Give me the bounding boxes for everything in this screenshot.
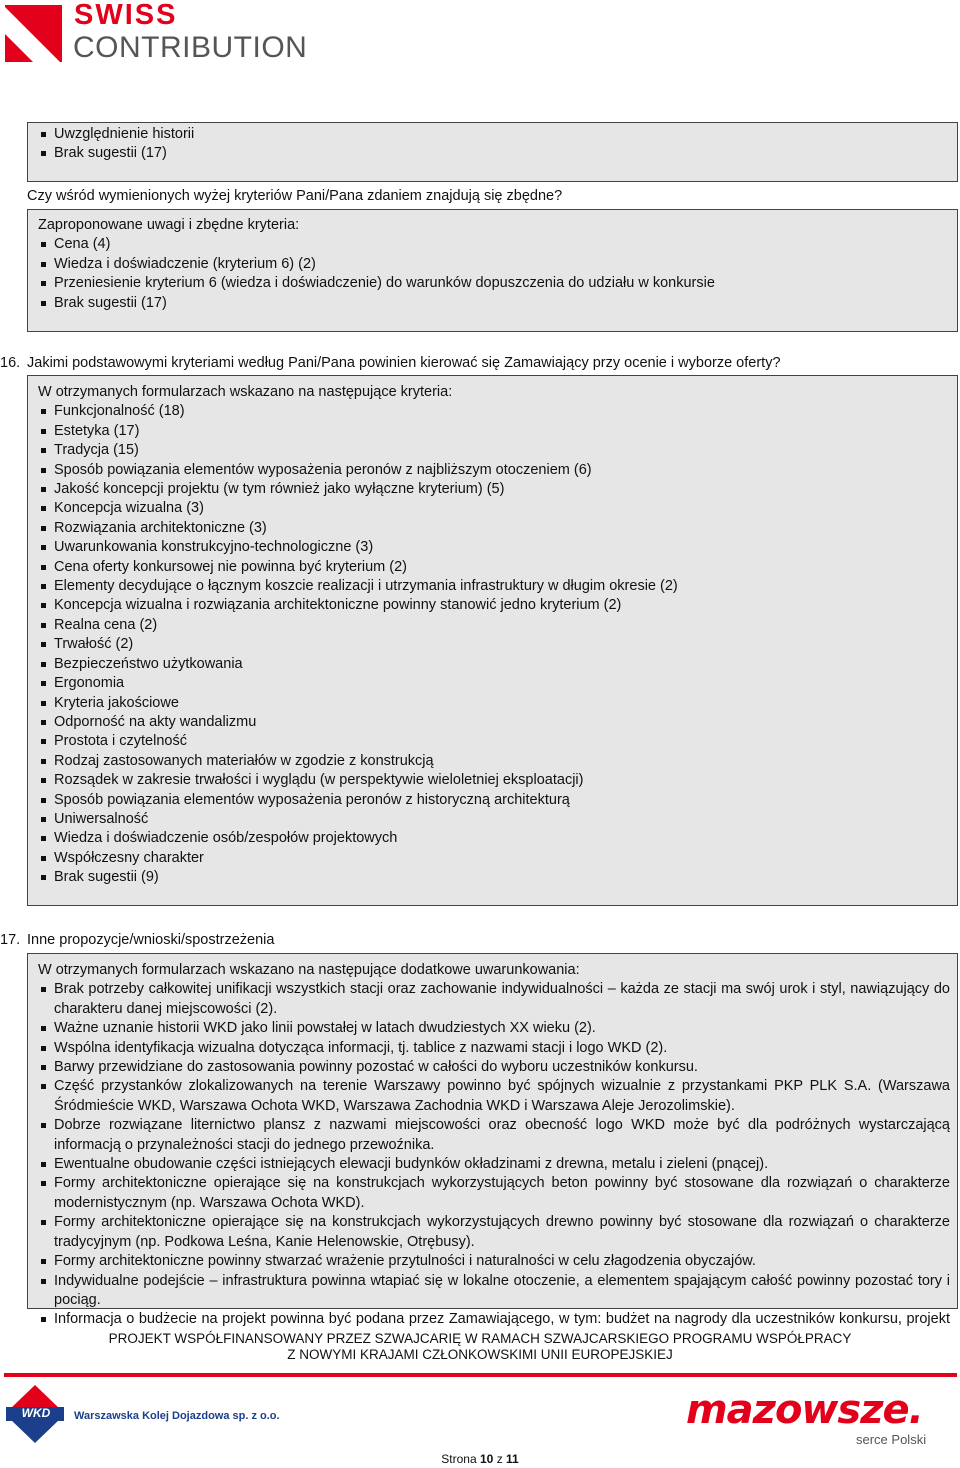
criteria-list xyxy=(36,402,949,887)
list-item: Ergonomia xyxy=(36,674,949,693)
list-item: Współczesny charakter xyxy=(36,849,949,868)
list-item: Barwy przewidziane do zastosowania powinny pozostać w całości do wyboru uczestników konkursu. xyxy=(36,1058,950,1077)
question-17 xyxy=(0,931,274,950)
list-item: Estetyka (17) xyxy=(36,422,949,441)
list-item: Prostota i czytelność xyxy=(36,732,949,751)
list-item: Ewentualne obudowanie części istniejących elewacji budynków okładzinami z drewna, metalu i zieleni (pnącej). xyxy=(36,1155,950,1174)
list-item: Rozwiązania architektoniczne (3) xyxy=(36,519,949,538)
page-prefix: Strona xyxy=(441,1452,477,1466)
mazowsze-tagline: serce Polski xyxy=(856,1432,927,1447)
question-text: Inne propozycje/wnioski/spostrzeżenia xyxy=(27,932,275,948)
proposals-list xyxy=(36,980,950,1329)
list-item: Brak sugestii (9) xyxy=(36,868,949,887)
swiss-flag-icon xyxy=(5,5,62,62)
list-item: Bezpieczeństwo użytkowania xyxy=(36,655,949,674)
wkd-logo-text: WKD xyxy=(21,1406,51,1420)
box-excess-criteria xyxy=(27,209,958,332)
list-item: Informacja o budżecie na projekt powinna być podana przez Zamawiającego, w tym: budżet na nagrody dla uczestników konkursu, projekt xyxy=(36,1310,950,1329)
list-item: Rozsądek w zakresie trwałości i wyglądu (w perspektywie wieloletniej eksploatacji) xyxy=(36,771,949,790)
box-history-list xyxy=(36,125,949,164)
list-item: Wiedza i doświadczenie osób/zespołów projektowych xyxy=(36,829,949,848)
list-item: Trwałość (2) xyxy=(36,635,949,654)
question-excess-criteria: Czy wśród wymienionych wyżej kryteriów Pani/Pana zdaniem znajdują się zbędne? xyxy=(27,188,563,204)
box-excess-list xyxy=(36,235,949,313)
list-item: Ważne uznanie historii WKD jako linii powstałej w latach dwudziestych XX wieku (2). xyxy=(36,1019,950,1038)
list-item: Indywidualne podejście – infrastruktura powinna wtapiać się w lokalne otoczenie, a elementem spajającym całość powinny pozostać tory i pociąg. xyxy=(36,1272,950,1311)
page-number xyxy=(0,1452,960,1466)
box-intro: W otrzymanych formularzach wskazano na następujące dodatkowe uwarunkowania: xyxy=(38,962,580,978)
box-criteria xyxy=(27,375,958,906)
list-item: Realna cena (2) xyxy=(36,616,949,635)
list-item: Wiedza i doświadczenie (kryterium 6) (2) xyxy=(36,255,949,274)
list-item: Brak sugestii (17) xyxy=(36,144,949,163)
list-item: Koncepcja wizualna i rozwiązania architektoniczne powinny stanowić jedno kryterium (2) xyxy=(36,596,949,615)
list-item: Sposób powiązania elementów wyposażenia peronów z najbliższym otoczeniem (6) xyxy=(36,461,949,480)
list-item: Formy architektoniczne powinny stwarzać wrażenie przytulności i naturalności w celu złagodzenia obyczajów. xyxy=(36,1252,950,1271)
list-item: Formy architektoniczne opierające się na konstrukcjach wykorzystujących drewno powinny być stosowane dla rozwiązań o charakterze tradycyjnym (np. Podkowa Leśna, Kanie Helenowskie, Otrębusy). xyxy=(36,1213,950,1252)
mazowsze-logo: mazowsze. xyxy=(686,1387,923,1433)
list-item: Uniwersalność xyxy=(36,810,949,829)
logo-contribution-text: CONTRIBUTION xyxy=(73,31,308,64)
box-other-proposals xyxy=(27,953,958,1328)
box-intro: Zaproponowane uwagi i zbędne kryteria: xyxy=(38,217,300,233)
list-item: Uwzględnienie historii xyxy=(36,125,949,144)
list-item: Funkcjonalność (18) xyxy=(36,402,949,421)
list-item: Jakość koncepcji projektu (w tym również jako wyłączne kryterium) (5) xyxy=(36,480,949,499)
list-item: Uwarunkowania konstrukcyjno-technologiczne (3) xyxy=(36,538,949,557)
question-number: 16. xyxy=(0,355,21,371)
wkd-company-name: Warszawska Kolej Dojazdowa sp. z o.o. xyxy=(74,1410,280,1422)
list-item: Tradycja (15) xyxy=(36,441,949,460)
swiss-flag-logo xyxy=(5,5,62,62)
list-item: Sposób powiązania elementów wyposażenia peronów z historyczną architekturą xyxy=(36,791,949,810)
footer-red-divider xyxy=(4,1373,957,1377)
list-item: Rodzaj zastosowanych materiałów w zgodzie z konstrukcją xyxy=(36,752,949,771)
list-item: Przeniesienie kryterium 6 (wiedza i doświadczenie) do warunków dopuszczenia do udziału w konkursie xyxy=(36,274,949,293)
list-item: Formy architektoniczne opierające się na konstrukcjach wykorzystujących beton powinny być stosowane dla rozwiązań o charakterze modernistycznym (np. Warszawa Ochota WKD). xyxy=(36,1174,950,1213)
list-item: Kryteria jakościowe xyxy=(36,694,949,713)
list-item: Wspólna identyfikacja wizualna dotycząca informacji, tj. tablice z nazwami stacji i logo WKD (2). xyxy=(36,1039,950,1058)
list-item: Cena (4) xyxy=(36,235,949,254)
list-item: Dobrze rozwiązane liternictwo plansz z nazwami miejscowości oraz obecność logo WKD może być dla podróżnych wystarczającą informacją o przynależności stacji do jednego przewoźnika. xyxy=(36,1116,950,1155)
list-item: Koncepcja wizualna (3) xyxy=(36,499,949,518)
list-item: Cena oferty konkursowej nie powinna być kryterium (2) xyxy=(36,558,949,577)
question-16 xyxy=(0,354,781,373)
page-separator: z xyxy=(496,1452,503,1466)
page-total: 11 xyxy=(506,1452,519,1466)
question-text: Jakimi podstawowymi kryteriami według Pani/Pana powinien kierować się Zamawiający przy ocenie i wyborze oferty? xyxy=(27,355,781,371)
footer-line-2: Z NOWYMI KRAJAMI CZŁONKOWSKIMI UNII EUROPEJSKIEJ xyxy=(287,1347,673,1362)
footer-line-1: PROJEKT WSPÓŁFINANSOWANY PRZEZ SZWAJCARIĘ W RAMACH SZWAJCARSKIEGO PROGRAMU WSPÓŁPRACY xyxy=(108,1331,852,1346)
page-current: 10 xyxy=(479,1452,494,1466)
logo-swiss-text: SWISS xyxy=(74,0,178,31)
list-item: Część przystanków zlokalizowanych na terenie Warszawy powinno być spójnych wizualnie z przystankami PKP PLK S.A. (Warszawa Śródmieście WKD, Warszawa Ochota WKD, Warszawa Zachodnia WKD i Warszawa Aleje Jerozolimskie). xyxy=(36,1077,950,1116)
box-intro: W otrzymanych formularzach wskazano na następujące kryteria: xyxy=(38,384,453,400)
box-history xyxy=(27,122,958,182)
list-item: Brak sugestii (17) xyxy=(36,294,949,313)
list-item: Brak potrzeby całkowitej unifikacji wszystkich stacji oraz zachowanie indywidualności – każda ze stacji ma swój urok i styl, nawiązujący do charakteru danej miejscowości (2). xyxy=(36,980,950,1019)
list-item: Elementy decydujące o łącznym koszcie realizacji i utrzymania infrastruktury w długim okresie (2) xyxy=(36,577,949,596)
list-item: Odporność na akty wandalizmu xyxy=(36,713,949,732)
question-number: 17. xyxy=(0,932,21,948)
